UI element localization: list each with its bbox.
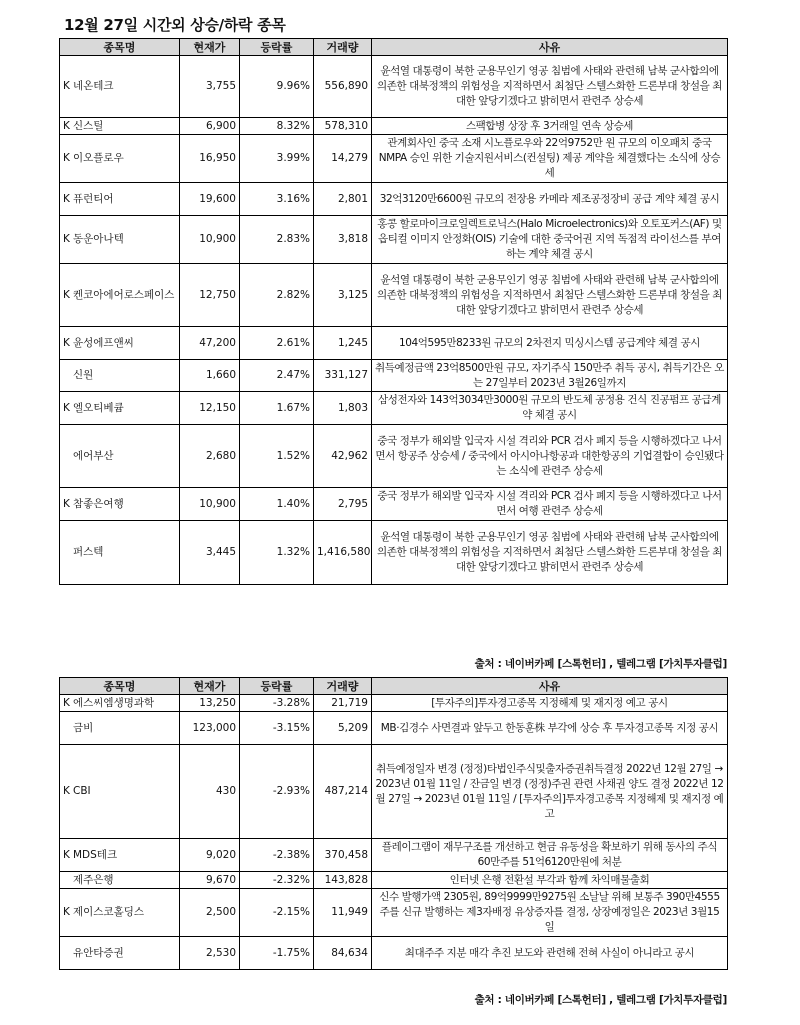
market-tag: K [63, 288, 70, 301]
header-volume: 거래량 [314, 678, 372, 695]
table-row [60, 695, 728, 712]
price-cell: 1,660 [180, 360, 240, 392]
reason-cell: 플레이그램이 재무구조를 개선하고 현금 유동성을 확보하기 위해 동사의 주식 60만주를 51억6120만원에 처분 [372, 839, 728, 872]
stock-name: MDS테크 [73, 848, 118, 861]
table-header-row [60, 678, 728, 695]
stock-name-cell [60, 183, 180, 216]
table-row [60, 183, 728, 216]
reason-cell: 취득예정금액 23억8500만원 규모, 자기주식 150만주 취득 공시, 취득기간은 오는 27일부터 2023년 3월26일까지 [372, 360, 728, 392]
change-cell: 1.32% [240, 521, 314, 585]
stock-name: CBI [73, 785, 91, 797]
table-row [60, 872, 728, 889]
table-row [60, 56, 728, 118]
stock-name: 유안타증권 [73, 946, 124, 959]
gainers-table [59, 38, 728, 585]
stock-name-cell [60, 889, 180, 937]
stock-name: 제주은행 [73, 873, 114, 886]
stock-name: 퍼스텍 [73, 546, 104, 558]
stock-name-cell [60, 118, 180, 135]
change-cell: -3.28% [240, 695, 314, 712]
market-tag: K [63, 906, 70, 918]
reason-cell: 취득예정일자 변경 (정정)타법인주식및출자증권취득결정 2022년 12월 27일 → 2023년 01월 11일 / 잔금일 변경 (정정)주권 관련 사채권 양도 결정 2022년 12월 27일 → 2023년 01월 11일 / [투자주의]투자경고종목 지정해제 및 재지정 예고 [372, 745, 728, 839]
market-tag: K [63, 785, 70, 797]
stock-name: 에어부산 [73, 449, 114, 462]
market-tag: K [63, 152, 70, 164]
stock-name: 금비 [73, 721, 94, 734]
reason-cell: 스팩합병 상장 후 3거래일 연속 상승세 [372, 118, 728, 135]
header-change: 등락률 [240, 678, 314, 695]
volume-cell: 1,416,580 [314, 521, 372, 585]
reason-cell: 홍콩 할로마이크로일렉트로닉스(Halo Microelectronics)와 오토포커스(AF) 및 옵티컬 이미지 안정화(OIS) 기술에 대한 중국어권 지역 독점적 라이선스를 부여하는 계약 체결 공시 [372, 216, 728, 264]
table-row [60, 745, 728, 839]
price-cell: 10,900 [180, 216, 240, 264]
table-row [60, 118, 728, 135]
volume-cell: 487,214 [314, 745, 372, 839]
price-cell: 47,200 [180, 327, 240, 360]
reason-cell: 104억595만8233원 규모의 2차전지 믹싱시스템 공급계약 체결 공시 [372, 327, 728, 360]
table-row [60, 425, 728, 488]
price-cell: 12,150 [180, 392, 240, 425]
table-row [60, 135, 728, 183]
change-cell: 2.83% [240, 216, 314, 264]
reason-cell: 최대주주 지분 매각 추진 보도와 관련해 전혀 사실이 아니라고 공시 [372, 937, 728, 970]
table-row [60, 327, 728, 360]
change-cell: -1.75% [240, 937, 314, 970]
volume-cell: 11,949 [314, 889, 372, 937]
volume-cell: 14,279 [314, 135, 372, 183]
table-row [60, 216, 728, 264]
price-cell: 430 [180, 745, 240, 839]
table-row [60, 889, 728, 937]
stock-name: 동운아나텍 [73, 233, 124, 245]
change-cell: 2.47% [240, 360, 314, 392]
stock-name-cell [60, 695, 180, 712]
stock-name-cell [60, 488, 180, 521]
reason-cell: 중국 정부가 해외발 입국자 시설 격리와 PCR 검사 폐지 등을 시행하겠다고 나서면서 여행 관련주 상승세 [372, 488, 728, 521]
stock-name: 네온테크 [73, 80, 114, 92]
header-reason: 사유 [372, 39, 728, 56]
price-cell: 19,600 [180, 183, 240, 216]
table-header-row [60, 39, 728, 56]
volume-cell: 1,803 [314, 392, 372, 425]
header-price: 현재가 [180, 678, 240, 695]
price-cell: 3,755 [180, 56, 240, 118]
change-cell: 1.52% [240, 425, 314, 488]
price-cell: 6,900 [180, 118, 240, 135]
market-tag: K [63, 336, 70, 349]
stock-name-cell [60, 216, 180, 264]
price-cell: 12,750 [180, 264, 240, 327]
volume-cell: 3,125 [314, 264, 372, 327]
price-cell: 2,530 [180, 937, 240, 970]
stock-name-cell [60, 521, 180, 585]
volume-cell: 370,458 [314, 839, 372, 872]
source-caption: 출처 : 네이버카페 [스톡헌터] , 텔레그램 [가치투자클럽] [474, 994, 727, 1006]
volume-cell: 3,818 [314, 216, 372, 264]
price-cell: 10,900 [180, 488, 240, 521]
volume-cell: 2,801 [314, 183, 372, 216]
change-cell: -3.15% [240, 712, 314, 745]
header-name: 종목명 [60, 39, 180, 56]
table-row [60, 264, 728, 327]
losers-table [59, 677, 728, 970]
stock-name: 켄코아에어로스페이스 [73, 288, 175, 301]
price-cell: 2,680 [180, 425, 240, 488]
change-cell: 2.82% [240, 264, 314, 327]
stock-name-cell [60, 872, 180, 889]
source-caption: 출처 : 네이버카페 [스톡헌터] , 텔레그램 [가치투자클럽] [474, 658, 727, 670]
header-volume: 거래량 [314, 39, 372, 56]
volume-cell: 42,962 [314, 425, 372, 488]
volume-cell: 143,828 [314, 872, 372, 889]
change-cell: -2.32% [240, 872, 314, 889]
volume-cell: 2,795 [314, 488, 372, 521]
table-row [60, 521, 728, 585]
reason-cell: 관계회사인 중국 소재 시노플로우와 22억9752만 원 규모의 이오패치 중국 NMPA 승인 위한 기술지원서비스(컨설팅) 제공 계약을 체결했다는 소식에 상승세 [372, 135, 728, 183]
stock-name-cell [60, 745, 180, 839]
price-cell: 9,670 [180, 872, 240, 889]
reason-cell: [투자주의]투자경고종목 지정해제 및 재지정 예고 공시 [372, 695, 728, 712]
reason-cell: MB·김경수 사면결과 앞두고 한동훈株 부각에 상승 후 투자경고종목 지정 공시 [372, 712, 728, 745]
reason-cell: 32억3120만6600원 규모의 전장용 카메라 제조공정장비 공급 계약 체결 공시 [372, 183, 728, 216]
market-tag: K [63, 497, 70, 510]
change-cell: -2.38% [240, 839, 314, 872]
change-cell: -2.93% [240, 745, 314, 839]
market-tag: K [63, 401, 70, 414]
stock-name-cell [60, 264, 180, 327]
table-row [60, 360, 728, 392]
stock-name: 윤성에프앤씨 [73, 336, 134, 349]
volume-cell: 578,310 [314, 118, 372, 135]
stock-name-cell [60, 712, 180, 745]
market-tag: K [63, 192, 70, 205]
volume-cell: 331,127 [314, 360, 372, 392]
price-cell: 2,500 [180, 889, 240, 937]
price-cell: 3,445 [180, 521, 240, 585]
stock-name-cell [60, 839, 180, 872]
stock-name: 에스씨엠생명과학 [73, 696, 155, 709]
change-cell: -2.15% [240, 889, 314, 937]
market-tag: K [63, 119, 70, 132]
stock-name-cell [60, 56, 180, 118]
change-cell: 2.61% [240, 327, 314, 360]
reason-cell: 윤석열 대통령이 북한 군용무인기 영공 침범에 사태와 관련해 남북 군사합의에 의존한 대북정책의 위험성을 지적하면서 최첨단 스텔스화한 드론부대 창설을 최대한 앞당기겠다고 밝히면서 관련주 상승세 [372, 521, 728, 585]
table-row [60, 937, 728, 970]
stock-name: 신스틸 [73, 119, 104, 132]
header-price: 현재가 [180, 39, 240, 56]
market-tag: K [63, 233, 70, 245]
market-tag: K [63, 848, 70, 861]
table-row [60, 488, 728, 521]
price-cell: 16,950 [180, 135, 240, 183]
stock-name: 참좋은여행 [73, 497, 124, 510]
stock-name: 이오플로우 [73, 152, 124, 164]
table-row [60, 712, 728, 745]
stock-name-cell [60, 135, 180, 183]
volume-cell: 84,634 [314, 937, 372, 970]
page-title: 12월 27일 시간외 상승/하락 종목 [64, 16, 286, 34]
stock-name-cell [60, 392, 180, 425]
header-change: 등락률 [240, 39, 314, 56]
reason-cell: 윤석열 대통령이 북한 군용무인기 영공 침범에 사태와 관련해 남북 군사합의에 의존한 대북정책의 위험성을 지적하면서 최첨단 스텔스화한 드론부대 창설을 최대한 앞당기겠다고 밝히면서 관련주 상승세 [372, 264, 728, 327]
stock-name-cell [60, 425, 180, 488]
stock-name: 제이스코홀딩스 [73, 906, 145, 918]
table-row [60, 392, 728, 425]
stock-name-cell [60, 327, 180, 360]
volume-cell: 556,890 [314, 56, 372, 118]
stock-name: 엘오티베큠 [73, 401, 124, 414]
reason-cell: 윤석열 대통령이 북한 군용무인기 영공 침범에 사태와 관련해 남북 군사합의에 의존한 대북정책의 위험성을 지적하면서 최첨단 스텔스화한 드론부대 창설을 최대한 앞당기겠다고 밝히면서 관련주 상승세 [372, 56, 728, 118]
header-name: 종목명 [60, 678, 180, 695]
table-row [60, 839, 728, 872]
price-cell: 9,020 [180, 839, 240, 872]
reason-cell: 신수 발행가액 2305원, 89억9999만9275원 소날날 위해 보통주 390만4555주를 신규 발행하는 제3자배정 유상증자를 결정, 상장예정일은 2023년 3월15일 [372, 889, 728, 937]
header-reason: 사유 [372, 678, 728, 695]
reason-cell: 인터넷 은행 전환설 부각과 함께 차익매물출회 [372, 872, 728, 889]
change-cell: 8.32% [240, 118, 314, 135]
market-tag: K [63, 80, 70, 92]
change-cell: 9.96% [240, 56, 314, 118]
change-cell: 3.16% [240, 183, 314, 216]
market-tag: K [63, 696, 70, 709]
price-cell: 123,000 [180, 712, 240, 745]
stock-name: 퓨런티어 [73, 192, 114, 205]
volume-cell: 21,719 [314, 695, 372, 712]
price-cell: 13,250 [180, 695, 240, 712]
stock-name: 신원 [73, 369, 94, 381]
stock-name-cell [60, 360, 180, 392]
stock-name-cell [60, 937, 180, 970]
change-cell: 1.40% [240, 488, 314, 521]
change-cell: 3.99% [240, 135, 314, 183]
reason-cell: 중국 정부가 해외발 입국자 시설 격리와 PCR 검사 폐지 등을 시행하겠다고 나서면서 항공주 상승세 / 중국에서 아시아나항공과 대한항공의 기업결합이 승인됐다는 소식에 관련주 상승세 [372, 425, 728, 488]
change-cell: 1.67% [240, 392, 314, 425]
volume-cell: 1,245 [314, 327, 372, 360]
reason-cell: 삼성전자와 143억3034만3000원 규모의 반도체 공정용 건식 진공펌프 공급계약 체결 공시 [372, 392, 728, 425]
volume-cell: 5,209 [314, 712, 372, 745]
